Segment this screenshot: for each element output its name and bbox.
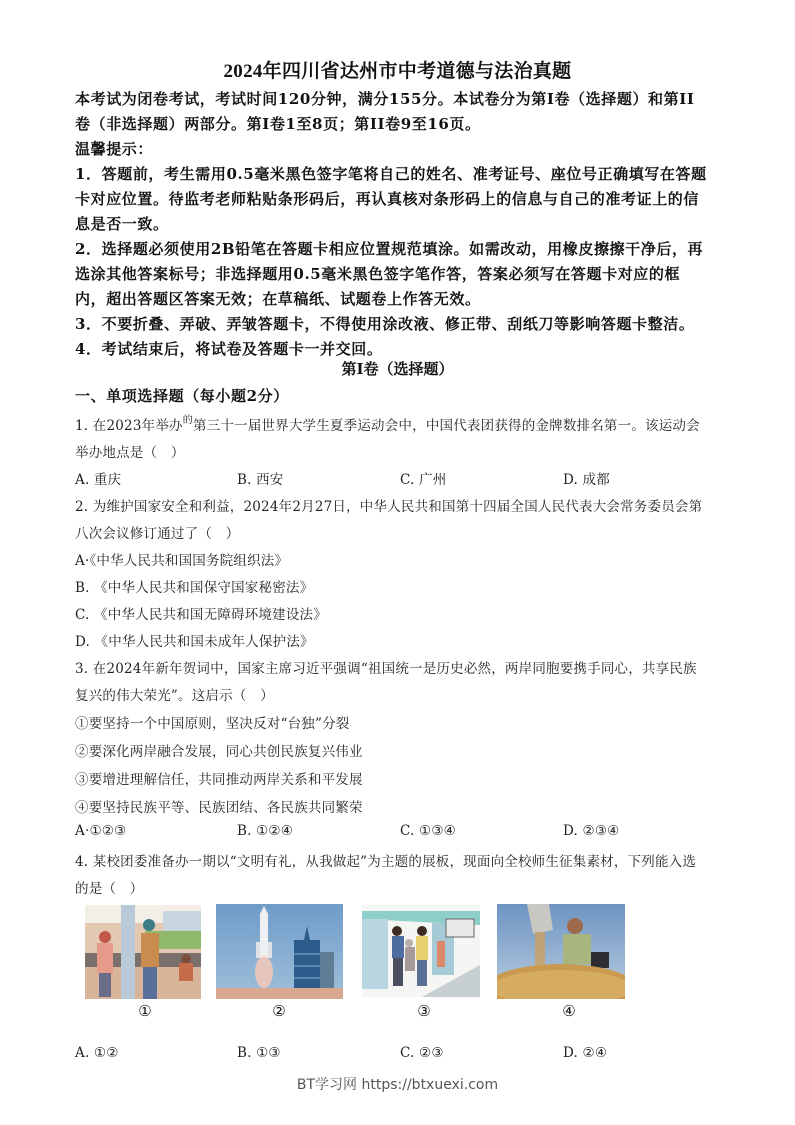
q3-option-d: D. ②③④ — [563, 823, 620, 839]
question-4-stem-cont: 的是（ ） — [75, 881, 144, 897]
q2-option-a: A·《中华人民共和国国务院组织法》 — [75, 553, 289, 569]
q4-image-1 — [85, 905, 201, 999]
q3-option-a: A·①②③ — [75, 823, 127, 839]
question-4-stem: 4. 某校团委准备办一期以“文明有礼，从我做起”为主题的展板，现面向全校师生征集素材，下列能入选 — [75, 854, 697, 870]
question-1-stem — [75, 414, 700, 434]
q4-image-4-label: ④ — [562, 1002, 576, 1020]
q4-image-1-label: ① — [138, 1002, 152, 1020]
q2-option-c: C. 《中华人民共和国无障碍环境建设法》 — [75, 607, 327, 623]
q4-option-c: C. ②③ — [400, 1045, 444, 1061]
question-2-stem: 2. 为维护国家安全和利益，2024年2月27日，中华人民共和国第十四届全国人民代表大会常务委员会第 — [75, 499, 703, 515]
question-3-stem: 3. 在2024年新年贺词中，国家主席习近平强调“祖国统一是历史必然，两岸同胞要携手同心，共享民族 — [75, 661, 697, 677]
tip-line: 选涂其他答案标号；非选择题用0.5毫米黑色签字笔作答，答案必须写在答题卡对应的框 — [75, 265, 681, 283]
question-3-stem-cont: 复兴的伟大荣光”。这启示（ ） — [75, 688, 274, 704]
question-1-stem-cont: 举办地点是（ ） — [75, 445, 185, 461]
intro-line-1: 本考试为闭卷考试，考试时间120分钟，满分155分。本试卷分为第I卷（选择题）和第II — [75, 90, 695, 108]
q4-image-3-label: ③ — [417, 1002, 431, 1020]
stem-text: 1. 在2023年举办 — [75, 418, 183, 434]
stem-superscript: 的 — [182, 415, 193, 426]
tips-heading: 温馨提示： — [75, 140, 154, 158]
q3-option-c: C. ①③④ — [400, 823, 456, 839]
q1-option-b: B. 西安 — [237, 472, 284, 488]
q4-image-4 — [497, 904, 625, 999]
tip-line: 内，超出答题区答案无效；在草稿纸、试题卷上作答无效。 — [75, 290, 481, 308]
q2-option-b: B. 《中华人民共和国保守国家秘密法》 — [75, 580, 314, 596]
tip-line: 4．考试结束后，将试卷及答题卡一并交回。 — [75, 340, 383, 358]
tip-line: 2．选择题必须使用2B铅笔在答题卡相应位置规范填涂。如需改动，用橡皮擦擦干净后，再 — [75, 240, 704, 258]
q3-statement: ①要坚持一个中国原则，坚决反对“台独”分裂 — [75, 716, 350, 732]
watermark-link[interactable]: BT学习网 https://btxuexi.com — [296, 1077, 499, 1093]
question-2-stem-cont: 八次会议修订通过了（ ） — [75, 526, 240, 542]
section-heading: 一、单项选择题（每小题2分） — [75, 387, 289, 405]
stem-text: 第三十一届世界大学生夏季运动会中，中国代表团获得的金牌数排名第一。该运动会 — [192, 418, 700, 434]
q3-statement: ③要增进理解信任，共同推动两岸关系和平发展 — [75, 772, 363, 788]
tip-line: 1．答题前，考生需用0.5毫米黑色签字笔将自己的姓名、准考证号、座位号正确填写在答题 — [75, 165, 707, 183]
q4-option-b: B. ①③ — [237, 1045, 281, 1061]
q2-option-d: D. 《中华人民共和国未成年人保护法》 — [75, 634, 314, 650]
q4-image-2-label: ② — [272, 1002, 286, 1020]
q1-option-d: D. 成都 — [563, 472, 610, 488]
q4-image-2 — [216, 904, 343, 999]
q4-option-d: D. ②④ — [563, 1045, 608, 1061]
tip-line: 卡对应位置。待监考老师粘贴条形码后，再认真核对条形码上的信息与自己的准考证上的信 — [75, 190, 700, 208]
intro-line-2: 卷（非选择题）两部分。第I卷1至8页；第II卷9至16页。 — [75, 115, 481, 133]
q1-option-a: A. 重庆 — [75, 472, 122, 488]
tip-line: 息是否一致。 — [75, 215, 169, 233]
q4-image-3 — [362, 905, 480, 997]
part-heading: 第Ⅰ卷（选择题） — [341, 360, 454, 378]
q1-option-c: C. 广州 — [400, 472, 447, 488]
q3-statement: ②要深化两岸融合发展，同心共创民族复兴伟业 — [75, 744, 363, 760]
q4-option-a: A. ①② — [75, 1045, 119, 1061]
page-title: 2024年四川省达州市中考道德与法治真题 — [223, 61, 572, 82]
tip-line: 3．不要折叠、弄破、弄皱答题卡，不得使用涂改液、修正带、刮纸刀等影响答题卡整洁。 — [75, 315, 695, 333]
q3-option-b: B. ①②④ — [237, 823, 294, 839]
q3-statement: ④要坚持民族平等、民族团结、各民族共同繁荣 — [75, 800, 363, 816]
